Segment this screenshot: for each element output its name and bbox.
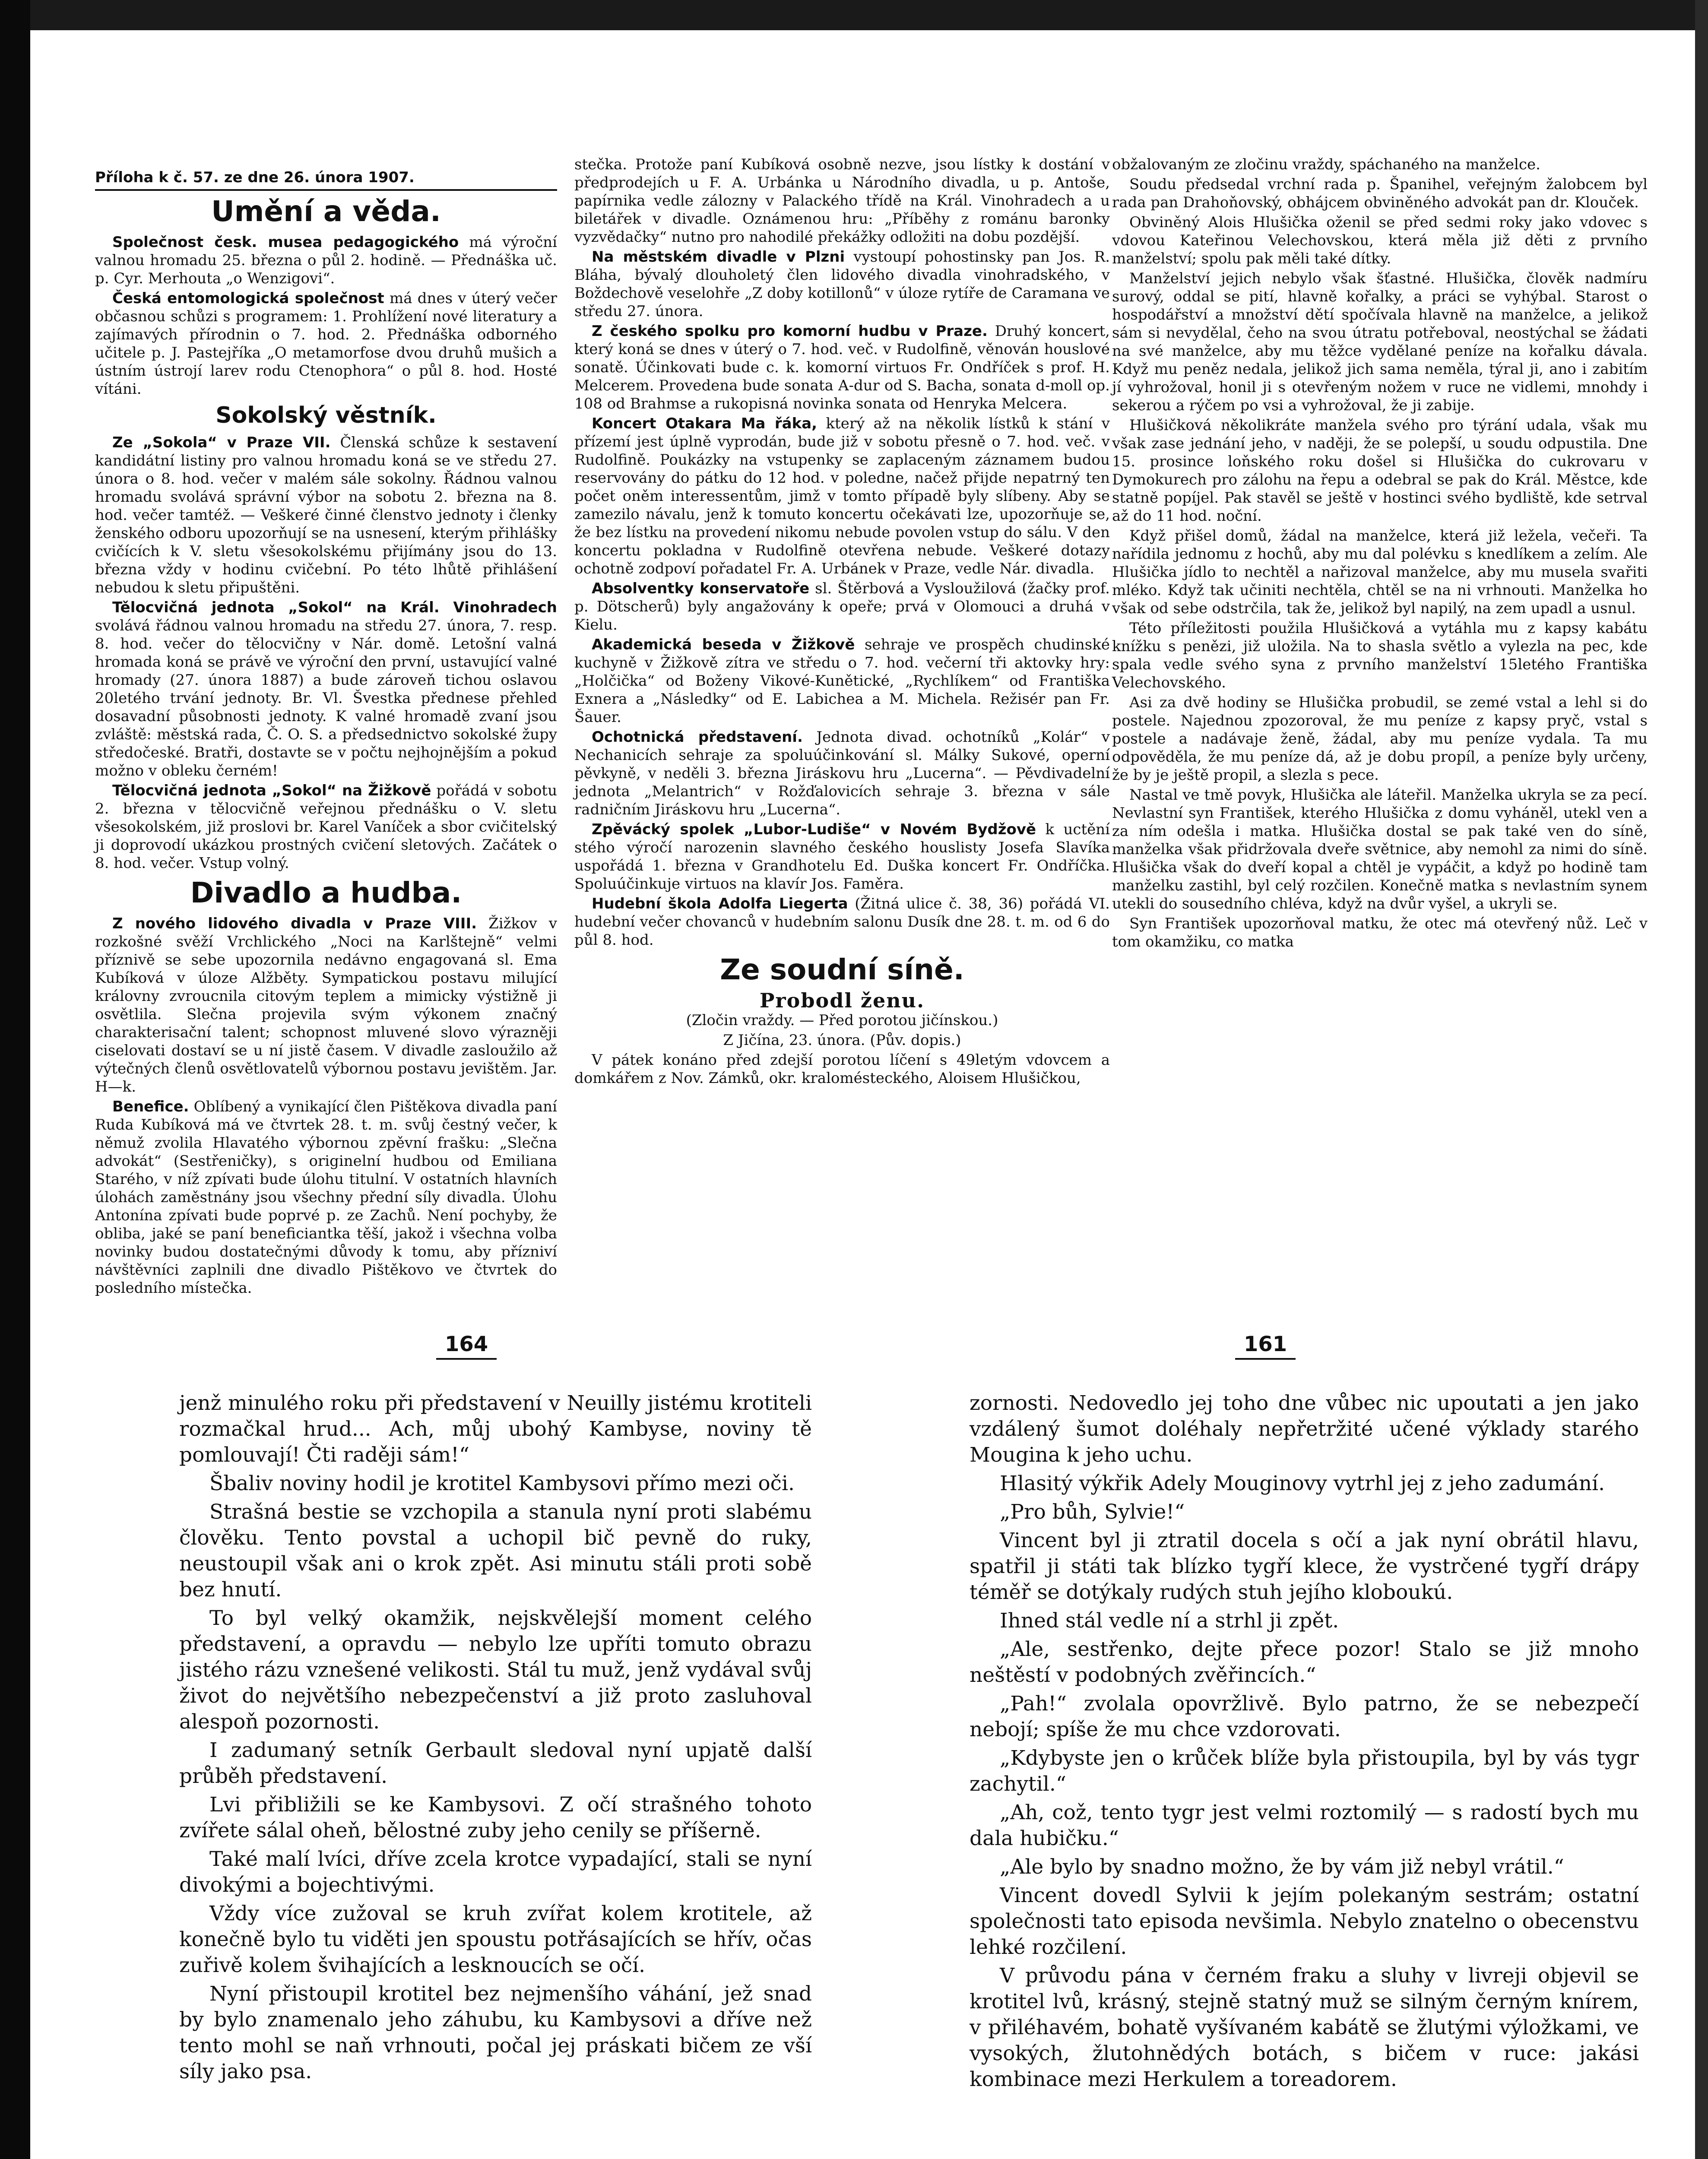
- notice-paragraph: stečka. Protože paní Kubíková osobně nezve, jsou lístky k dostání v předprodejích u F. A. Urbánka u Národního divadla, u p. Antoše, papírnika vedle zálozny v Palackého třídě na Král. Vinohradech a u biletářek v divadle. Oznámenou hru: „Příběhy z románu baronky vyzvědačky“ nutno pro nahodilé překážky odložiti na dobu pozdější.: [574, 156, 1110, 246]
- novel-paragraph: Ihned stál vedle ní a strhl ji zpět.: [1000, 1609, 1339, 1633]
- novel-paragraph: „Ah, což, tento tygr jest velmi roztomilý — s radostí bych mu dala hubičku.“: [970, 1801, 1639, 1850]
- notice-paragraph: Na městském divadle v Plzni vystoupí pohostinsky pan Jos. R. Bláha, bývalý dlouholetý člen lidového divadla vinohradského, v Boždechově veselohře „Z doby kotillonů“ v úloze rytíře de Caramana ve středu 27. února.: [574, 248, 1110, 320]
- novel-paragraph: „Ale, sestřenko, dejte přece pozor! Stalo se již mnoho neštěstí v podobných zvěřincích.“: [970, 1637, 1639, 1687]
- novel-paragraph: Také malí lvíci, dříve zcela krotce vypadající, stali se nyní divokými a bojechtivými.: [179, 1847, 812, 1897]
- article-paragraph: Když přišel domů, žádal na manželce, která již ležela, večeři. Ta nařídila jednomu z hochů, aby mu dal polévku s knedlíkem a zelím. Ale Hlušička jídlo to nechtěl a nařizoval manželce, aby mu musela svařiti mléko. Když tak učiniti nechtěla, chtěl se na ni vrhnouti. Manželka ho však od sebe odstrčila, tak že, jelikož byl napilý, na zem upadl a usnul.: [1112, 527, 1648, 617]
- novel-paragraph: Hlasitý výkřik Adely Mouginovy vytrhl jej z jeho zadumání.: [1000, 1472, 1605, 1495]
- novel-paragraph: I zadumaný setník Gerbault sledoval nyní upjatě další průběh představení.: [179, 1738, 812, 1788]
- novel-paragraph: „Pah!“ zvolala opovržlivě. Bylo patrno, že se nebezpečí nebojí; spíše že mu chce vzdorovati.: [970, 1692, 1639, 1741]
- article-paragraph: obžalovaným ze zločinu vraždy, spáchaného na manželce.: [1112, 156, 1540, 173]
- notice-paragraph: Společnost česk. musea pedagogického má výroční valnou hromadu 25. března o půl 2. hodině. — Přednáška uč. p. Cyr. Merhouta „o Wenzigovi“.: [95, 234, 558, 287]
- page-number-left: 164: [436, 1332, 497, 1360]
- article-paragraph: Asi za dvě hodiny se Hlušička probudil, se zemé vstal a lehl si do postele. Najednou zpozoroval, že mu peníze z kapsy pryč, vstal s postele a nadávaje ženě, žádal, aby mu peníze vydala. Ta mu odpověděla, že mu peníze dá, až je dobu propíl, a peníze byly určeny, že by je ještě propil, a slezla s pece.: [1112, 694, 1648, 784]
- section-title-court: Ze soudní síně.: [720, 953, 964, 986]
- article-crime-line: (Zločin vraždy. — Před porotou jičínskou.): [686, 1012, 998, 1029]
- notice-paragraph: Ochotnická představení. Jednota divad. ochotníků „Kolár“ v Nechanicích sehraje za spoluúčinkování sl. Málky Sukové, operní pěvkyně, v neděli 3. března Jiráskovu hru „Lucerna“. — Pěvdivadelní jednota „Melantrich“ v Rožďalovicích sehraje 3. března v sále radničním Jiráskovu hru „Lucerna“.: [574, 728, 1110, 818]
- novel-paragraph: zornosti. Nedovedlo jej toho dne vůbec nic upoutati a jen jako vzdálený šumot doléhaly nepřetržité učené výklady starého Mougina k jeho uchu.: [970, 1391, 1639, 1467]
- article-paragraph: Syn František upozorňoval matku, že otec má otevřený nůž. Leč v tom okamžiku, co matka: [1112, 915, 1648, 950]
- novel-paragraph: Vincent dovedl Sylvii k jejím polekaným sestrám; ostatní společnosti tato episoda nevšimla. Nebylo znatelno o obecenstvu lehké rozčilení.: [970, 1884, 1639, 1959]
- article-paragraph: Této příležitosti použila Hlušičková a vytáhla mu z kapsy kabátu knížku s penězi, již uložila. Na to shasla světlo a vylezla na pec, kde spala vedle svého syna z prvního manželství 15letého Františka Velechovského.: [1112, 620, 1648, 691]
- novel-paragraph: Strašná bestie se vzchopila a stanula nyní proti slabému člověku. Tento povstal a uchopil bič pevně do ruky, neustoupil však ani o krok zpět. Asi minutu stáli proti sobě bez hnutí.: [179, 1500, 812, 1602]
- novel-paragraph: Vždy více zužoval se kruh zvířat kolem krotitele, až konečně bylo tu viděti jen spoustu potřásajících se hřív, očas zuřivě kolem švihajících a lesknoucích se očí.: [179, 1902, 812, 1977]
- notice-paragraph: Tělocvičná jednota „Sokol“ na Žižkově pořádá v sobotu 2. března v tělocvičně veřejnou přednášku o V. sletu všesokolském, již proslovi br. Karel Vaníček a sbor cvičitelský ji doprovodí ukázkou prostných cvičení sletových. Začátek o 8. hod. večer. Vstup volný.: [95, 782, 557, 872]
- novel-paragraph: V průvodu pána v černém fraku a sluhy v livreji objevil se krotitel lvů, krásný, stejně statný muž se silným černým knírem, v přiléhavém, bohatě vyšívaném kabátě se žlutými výložkami, ve vysokých, žlutohnědých botách, s bičem v ruce: jakási kombinace mezi Herkulem a toreadorem.: [970, 1964, 1639, 2091]
- article-paragraph: Soudu předsedal vrchní rada p. Španihel, veřejným žalobcem byl rada pan Drahoňovský, obhájcem obviněného advokát pan dr. Klouček.: [1112, 176, 1648, 211]
- article-paragraph: Hlušičková několikráte manžela svého pro týrání udala, však mu však zase jednání jeho, v naději, že se polepší, u soudu odpustila. Dne 15. prosince loňského roku došel si Hlušička do cukrovaru v Dymokurech pro zálohu na řepu a odebral se pak do Král. Městce, kde statně popíjel. Pak stavěl se ještě v hostinci svého bydliště, kde setrval až do 11 hod. noční.: [1112, 417, 1648, 525]
- novel-paragraph: Vincent byl ji ztratil docela s očí a jak nyní obrátil hlavu, spatřil ji státi tak blízko tygří klece, že vystrčené tygří drápy téměř se dotýkaly rudých stuh jejího kloboukú.: [970, 1529, 1639, 1604]
- notice-paragraph: Ze „Sokola“ v Praze VII. Členská schůze k sestavení kandidátní listiny pro valnou hromadu koná se ve středu 27. února o 8. hod. večer v malém sále sokolny. Řádnou valnou hromadu svolává správní výbor na sobotu 2. března na 8. hod. večer tamtéž. — Veškeré činné členstvo jednoty i členky ženského odboru upozorňují se na usnesení, kterým přihlášky cvičících k V. sletu všesokolskému přijímány jsou do 13. března vždy v hodinu cvičební. Po této lhůtě přihlášení nebudou k sletu připuštěni.: [95, 434, 557, 596]
- novel-paragraph: To byl velký okamžik, nejskvělejší moment celého představení, a opravdu — nebylo lze upříti tomuto obrazu jistého rázu vznešené velikosti. Stál tu muž, jenž vydával svůj život do největšího nebezpečenství a již proto zasluhoval alespoň pozornosti.: [179, 1606, 812, 1734]
- supplement-header: Příloha k č. 57. ze dne 26. února 1907.: [95, 168, 557, 191]
- notice-paragraph: Koncert Otakara Ma řáka, který až na několik lístků k stání v přízemí jest úplně vyprodán, bude již v sobotu přesně o 7. hod. več. v Rudolfině. Poukázky na vstupenky se zaplaceným záznamem budou reservovány do pátku do 12 hod. v poledne, načež přijde nepatrný ten počet oněm interessentům, jimž v tomto případě byly slíbeny. Aby se zamezilo návalu, jenž k tomuto koncertu očekávati lze, upozorňuje se, že bez lístku na provedení nikomu nebude povolen vstup do sálu. V den koncertu pokladna v Rudolfině otevřena nebude. Veškeré dotazy ochotně zodpoví pořadatel Fr. A. Urbánek v Praze, vedle Nár. divadla.: [574, 415, 1110, 577]
- novel-paragraph: „Ale bylo by snadno možno, že by vám již nebyl vrátil.“: [1000, 1855, 1564, 1879]
- newspaper-column-1: [95, 168, 557, 1299]
- section-title-sokol: Sokolský věstník.: [215, 402, 437, 428]
- section-title-arts: Umění a věda.: [211, 195, 441, 228]
- article-paragraph: Nastal ve tmě povyk, Hlušička ale láteřil. Manželka ukryla se za pecí. Nevlastní syn František, kterého Hlušička z domu vyháněl, utekl ven a za ním odešla i matka. Hlušička dostal se pak také ven do síně, manželka však přidržovala dveře světnice, aby nemohl za nimi do síně. Hlušička však do dveří kopal a chtěl je vypáčit, a když po hodině tam manželku zastihl, byl celý rozčilen. Konečně matka s nevlastním synem utekli do sousedního chléva, když na dvůr vyšel, a ukryli se.: [1112, 786, 1648, 912]
- notice-paragraph: Z nového lidového divadla v Praze VIII. Žižkov v rozkošné svěží Vrchlického „Noci na Karlštejně“ velmi příznivě se sebe upozornila nedávno engagovaná sl. Ema Kubíková v úloze Alžběty. Sympatickou postavu milující královny zvroucnila citovým teplem a mimicky výstižně ji osvětlila. Slečna projevila svým výkonem značný charakterisační talent; schopnost mluvené slovo výrazněji ciselovati dostaví se u ní jistě časem. V divadle zasloužilo až výtečných členů osvětlovatelů výbornou postavu jevištěm. Jar. H—k.: [95, 915, 558, 1095]
- novel-page-right: [970, 1390, 1639, 2095]
- novel-paragraph: „Kdybyste jen o krůček blíže byla přistoupila, byl by vás tygr zachytil.“: [970, 1746, 1639, 1796]
- novel-paragraph: „Pro bůh, Sylvie!“: [1000, 1500, 1185, 1524]
- article-paragraph: Manželství jejich nebylo však šťastné. Hlušička, člověk nadmíru surový, oddal se pití, hlavně kořalky, a práci se vyhýbal. Starost o hospodářství a množství dětí spočívala hlavně na manželce, a jelikož sám si nevydělal, čeho na svou útratu potřeboval, neostýchal se žádati na své manželce, aby mu těžce vydělané peníze na kořalku dávala. Když mu peněz nedala, jelikož jich sama neměla, týral ji, ano i zabitím jí vyhrožoval, honil ji s otevřeným nožem v ruce ne vidlemi, mnohdy i sekerou a rýčem po vsi a vyhrožoval, že ji zabije.: [1112, 270, 1648, 414]
- article-dateline: Z Jičína, 23. února. (Pův. dopis.): [723, 1032, 961, 1049]
- notice-paragraph: Zpěvácký spolek „Lubor-Ludiše“ v Novém Bydžově k uctění stého výročí narozenin slavného českého houslisty Josefa Slavíka uspořádá 1. března v Grandhotelu Ed. Duška koncert Fr. Ondříčka. Spoluúčinkuje virtuos na klavír Jos. Faměra.: [574, 821, 1110, 893]
- notice-paragraph: Benefice. Oblíbený a vynikající člen Pištěkova divadla paní Ruda Kubíková má ve čtvrtek 28. t. m. svůj čestný večer, k němuž zvolila Hlavatého výbornou zpěvní frašku: „Slečna advokát“ (Sestřeničky), s originelní hudbou od Emiliana Starého, v níž zpívati bude úlohu titulní. V ostatních hlavních úlohách zaměstnány jsou všechny přední síly divadla. Úlohu Antonína zpívati bude poprvé p. ze Zachů. Není pochyby, že obliba, jaké se paní beneficiantka těší, jakož i všechna volba novinky budou dostatečnými důvody k tomu, aby přízniví návštěvníci zaplnili dne divadlo Pištěkovo ve čtvrtek do posledního místečka.: [95, 1098, 557, 1297]
- scan-border-left: [0, 0, 30, 2159]
- notice-paragraph: Absolventky konservatoře sl. Štěrbová a Vysloužilová (žačky prof. p. Dötscherů) byly angažovány k opeře; prvá v Olomouci a druhá v Kielu.: [574, 580, 1110, 633]
- scan-border-top: [0, 0, 1708, 30]
- notice-paragraph: Tělocvičná jednota „Sokol“ na Král. Vinohradech svolává řádnou valnou hromadu na středu 27. února, 7. resp. 8. hod. večer do tělocvičny v Nár. domě. Letošní valná hromada koná se právě ve výroční den první, ustavující valné hromady (27. února 1887) a bude zároveň tichou oslavou 20letého trvání jednoty. Br. Vl. Švestka přednese přehled dosavadní působnosti jednoty. K valné hromadě zvaní jsou zvláště: městská rada, Č. O. S. a předsednictvo sokolské župy středočeské. Bratři, dostavte se v počtu nejhojnějším a pokud možno v obleku černém!: [95, 599, 557, 779]
- novel-paragraph: Nyní přistoupil krotitel bez nejmenšího váhání, jež snad by bylo znamenalo jeho záhubu, ku Kambysovi a dříve než tento mohl se naň vrhnouti, počal jej práskati bičem ze vší síly jako psa.: [179, 1982, 812, 2083]
- novel-paragraph: jenž minulého roku při představení v Neuilly jistému krotiteli rozmačkal hrud... Ach, můj ubohý Kambyse, noviny tě pomlouvají! Čti raději sám!“: [179, 1391, 812, 1467]
- newspaper-column-3: [1112, 155, 1648, 953]
- novel-paragraph: Lvi přibližili se ke Kambysovi. Z očí strašného tohoto zvířete sálal oheň, bělostné zuby jeho cenily se příšerně.: [179, 1793, 812, 1842]
- notice-paragraph: Akademická beseda v Žižkově sehraje ve prospěch chudinské kuchyně v Žižkově zítra ve středu o 7. hod. večerní tři aktovky hry: „Holčička“ od Boženy Vikové-Kunětické, „Rychlíkem“ od Františka Exnera a „Následky“ od E. Labichea a M. Michela. Režisér pan Fr. Šauer.: [574, 636, 1110, 726]
- article-paragraph: V pátek konáno před zdejší porotou líčení s 49letým vdovcem a domkářem z Nov. Zámků, okr. kralomésteckého, Aloisem Hlušičkou,: [574, 1051, 1110, 1087]
- novel-page-left: [179, 1390, 812, 2087]
- article-paragraph: Obviněný Alois Hlušička oženil se před sedmi roky jako vdovec s vdovou Kateřinou Velechovskou, která měla již děti z prvního manželství; spolu pak měli také dítky.: [1112, 214, 1648, 267]
- section-title-theatre: Divadlo a hudba.: [190, 876, 462, 909]
- notice-paragraph: Česká entomologická společnost má dnes v úterý večer občasnou schůzi s programem: 1. Prohlížení nové literatury a zajímavých přírodnin o 7. hod. 2. Přednáška odborného učitele p. J. Pastejříka „O metamorfose dvou druhů mušich a ústním ústrojí larev rodu Ctenophora“ o půl 8. hod. Hosté vítáni.: [95, 290, 557, 398]
- notice-paragraph: Z českého spolku pro komorní hudbu v Praze. Druhý koncert, který koná se dnes v úterý o 7. hod. več. v Rudolfině, věnován houslové sonatě. Účinkovati bude c. k. komorní virtuos Fr. Ondříček s prof. H. Melcerem. Provedena bude sonata A-dur od S. Bacha, sonata d-moll op. 108 od Brahmse a rukopisná novinka sonata od Henryka Melcera.: [574, 323, 1110, 412]
- scan-border-right: [1695, 0, 1708, 2159]
- novel-paragraph: Šbaliv noviny hodil je krotitel Kambysovi přímo mezi oči.: [209, 1472, 795, 1495]
- notice-paragraph: Hudební škola Adolfa Liegerta (Žitná ulice č. 38, 36) pořádá VI. hudební večer chovanců v hudebním salonu Dusík dne 28. t. m. od 6 do půl 8. hod.: [574, 895, 1110, 949]
- newspaper-column-2: [574, 155, 1110, 1089]
- page-number-right: 161: [1235, 1332, 1296, 1360]
- article-subtitle: Probodl ženu.: [759, 989, 925, 1012]
